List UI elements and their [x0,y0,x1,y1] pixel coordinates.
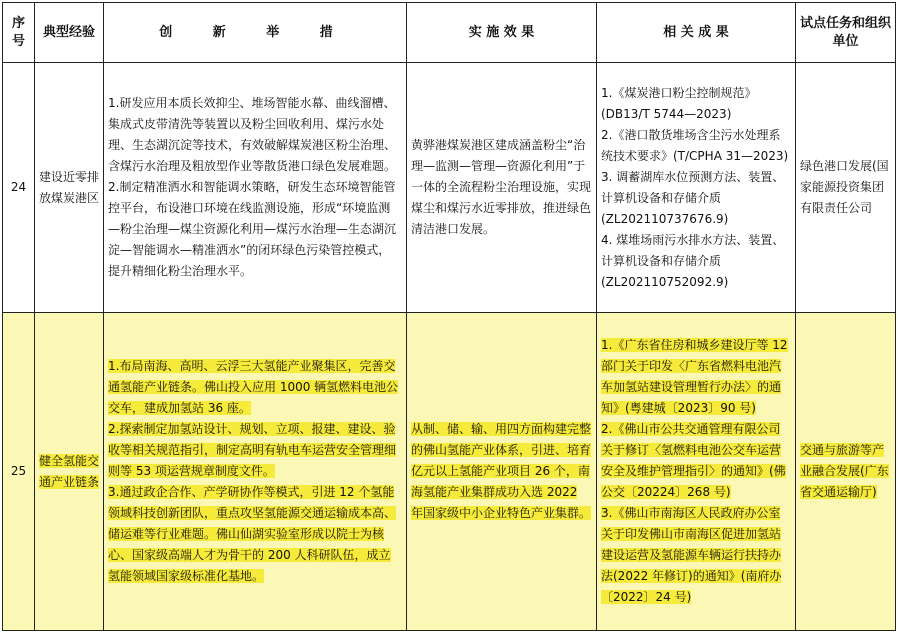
result-item: 2.《佛山市公共交通管理有限公司关于修订〈氢燃料电池公交车运营安全及维护管理指引〉的通知》(佛公交〔20224〕268 号) [601,422,786,499]
table-row-24 [3,63,896,313]
header-experience: 典型经验 [35,3,104,63]
result-item: 1.《煤炭港口粉尘控制规范》(DB13/T 5744—2023) [601,85,757,121]
row-effect: 黄骅港煤炭港区建成涵盖粉尘“治理—监测—管理—资源化利用”于一体的全流程粉尘治理设施，实现煤尘和煤污水近零排放，推进绿色清洁港口发展。 [407,63,597,313]
result-item: 3. 调蓄湖库水位预测方法、装置、计算机设备和存储介质(ZL202110737676.9) [601,169,785,226]
row-effect [407,313,597,631]
unit-highlight: 交通与旅游等产业融合发展(广东省交通运输厅) [800,443,889,499]
effect-highlight: 从制、储、输、用四方面构建完整的佛山氢能产业体系，引进、培育亿元以上氢能产业项目 26 个，南海氢能产业集群成功入选 2022 年国家级中小企业特色产业集群。 [411,422,592,520]
measure-item: 1.研发应用本质长效抑尘、堆场智能水幕、曲线溜槽、集成式皮带清洗等装置以及粉尘回收利用、煤污水处理、生态湖沉淀等技术，有效破解煤炭港区粉尘治理、含煤污水治理及粗放型作业等散货港口绿色发展难题。 [108,96,397,173]
header-seq: 序号 [3,3,35,63]
experience-table [2,2,896,631]
measure-item: 3.通过政企合作、产学研协作等模式，引进 12 个氢能领域科技创新团队，重点攻坚氢能源交通运输成本高、储运难等行业难题。佛山仙湖实验室形成以院士为核心、国家级高端人才为骨干的 200 人科研队伍，成立氢能领域国家级标准化基地。 [108,485,397,583]
header-effect: 实 施 效 果 [407,3,597,63]
result-item: 2.《港口散货堆场含尘污水处理系统技术要求》(T/CPHA 31—2023) [601,127,789,163]
row-experience: 建设近零排放煤炭港区 [35,63,104,313]
result-item: 4. 煤堆场雨污水排水方法、装置、计算机设备和存储介质(ZL202110752092.9) [601,232,785,289]
row-results [597,313,796,631]
row-seq: 24 [3,63,35,313]
result-item: 1.《广东省住房和城乡建设厅等 12 部门关于印发〈广东省燃料电池汽车加氢站建设管理暂行办法〉的通知》(粤建城〔2023〕90 号) [601,338,788,415]
row-results [597,63,796,313]
header-measures: 创 新 举 措 [104,3,407,63]
row-measures [104,63,407,313]
measure-item: 2.探索制定加氢站设计、规划、立项、报建、建设、验收等相关规范指引，制定高明有轨电车运营安全管理细则等 53 项运营规章制度文件。 [108,422,397,478]
row-unit: 绿色港口发展(国家能源投资集团有限责任公司 [796,63,896,313]
header-unit: 试点任务和组织单位 [796,3,896,63]
row-measures [104,313,407,631]
row-unit [796,313,896,631]
measure-item: 1.布局南海、高明、云浮三大氢能产业聚集区，完善交通氢能产业链条。佛山投入应用 1000 辆氢燃料电池公交车，建成加氢站 36 座。 [108,359,399,415]
header-results: 相 关 成 果 [597,3,796,63]
row-seq: 25 [3,313,35,631]
row-experience [35,313,104,631]
header-row [3,3,896,63]
experience-highlight: 健全氢能交通产业链条 [39,453,100,489]
result-item: 3.《佛山市南海区人民政府办公室关于印发佛山市南海区促进加氢站建设运营及氢能源车辆运行扶持办法(2022 年修订)的通知》(南府办〔2022〕24 号) [601,506,782,604]
table-row-25 [3,313,896,631]
measure-item: 2.制定精准洒水和智能调水策略，研发生态环境智能管控平台，布设港口环境在线监测设施，形成“环境监测—粉尘治理—煤尘资源化利用—煤污水治理—生态湖沉淀—智能调水—精准洒水”的闭环绿色污染管控模式，提升精细化粉尘治理水平。 [108,180,397,278]
